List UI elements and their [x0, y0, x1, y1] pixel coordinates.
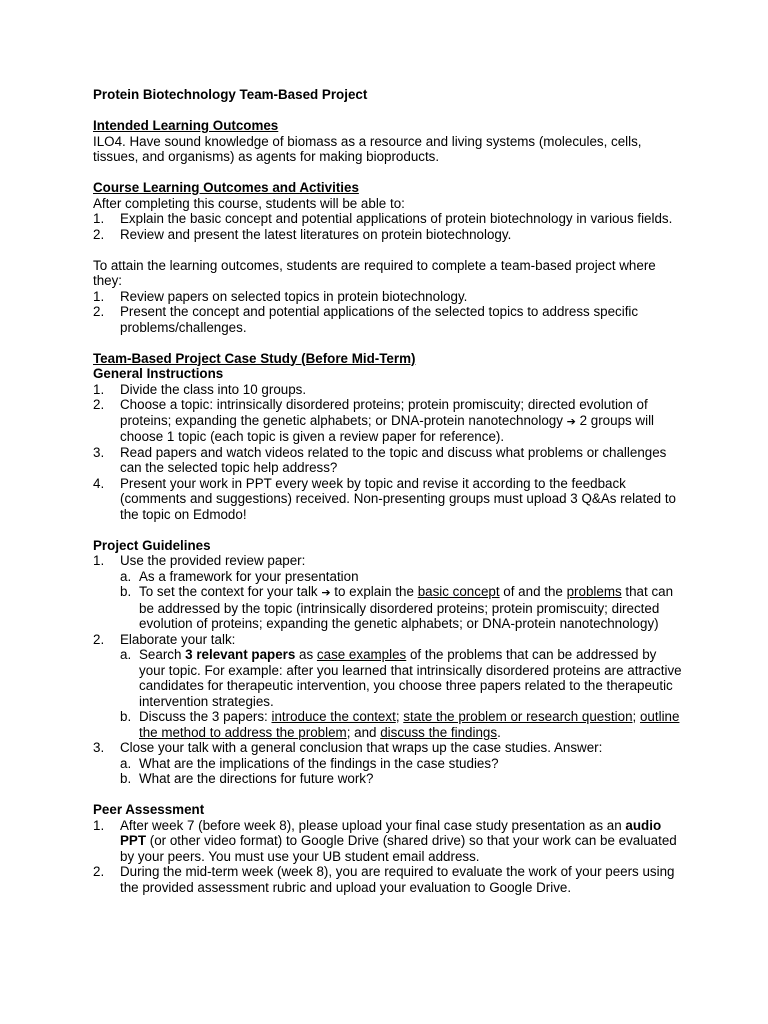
- right-arrow-icon: ➔: [321, 586, 331, 599]
- list-item: 4. Present your work in PPT every week by topic and revise it according to the feedback (comments and suggestions) received. Non-presenting groups must upload 3 Q&As related to the topic on Edmodo!: [93, 475, 677, 522]
- clo-intro: After completing this course, students will be able to:: [93, 195, 405, 211]
- list-item: 3. Close your talk with a general conclusion that wraps up the case studies. Answer:: [93, 740, 603, 755]
- document-title: Protein Biotechnology Team-Based Project: [93, 87, 368, 102]
- list-item: 1. Divide the class into 10 groups.: [93, 381, 307, 397]
- list-item: 1. After week 7 (before week 8), please upload your final case study presentation as an audio PPT (or other video format) to Google Drive (shared drive) so that your work can be evaluated by your peers. You must use your UB student email address.: [93, 817, 677, 864]
- attain-intro: To attain the learning outcomes, students are required to complete a team-based project where they:: [93, 257, 656, 288]
- sub-list-item: b. Discuss the 3 papers: introduce the context; state the problem or research question; outline the method to address the problem; and discuss the findings.: [120, 709, 680, 740]
- clo-heading: Course Learning Outcomes and Activities: [93, 180, 359, 195]
- sub-list-item: b. What are the directions for future work?: [120, 771, 374, 786]
- general-instructions-heading: General Instructions: [93, 366, 224, 381]
- list-item: 1. Use the provided review paper:: [93, 553, 306, 568]
- list-item: 3. Read papers and watch videos related to the topic and discuss what problems or challenges can the selected topic help address?: [93, 444, 667, 475]
- document-body: [93, 87, 683, 895]
- right-arrow-icon: ➔: [566, 414, 576, 428]
- ilo-heading: Intended Learning Outcomes: [93, 118, 279, 133]
- list-item: 2. During the mid-term week (week 8), you are required to evaluate the work of your peers using the provided assessment rubric and upload your evaluation to Google Drive.: [93, 864, 675, 895]
- sub-list-item: a. What are the implications of the findings in the case studies?: [120, 755, 499, 771]
- sub-list-item: b. To set the context for your talk ➔ to explain the basic concept of and the problems that can be addressed by the topic (intrinsically disordered proteins; protein promiscuity; directed evolution of proteins; expanding the genetic alphabets; or DNA-protein nanotechnology): [120, 584, 674, 631]
- list-item: 2. Choose a topic: intrinsically disordered proteins; protein promiscuity; directed evolution of proteins; expanding the genetic alphabets; or DNA-protein nanotechnology ➔ 2 groups will choose 1 topic (each topic is given a review paper for reference).: [93, 397, 655, 444]
- case-study-heading: Team-Based Project Case Study (Before Mid-Term): [93, 350, 416, 366]
- peer-assessment-heading: Peer Assessment: [93, 802, 205, 817]
- ilo-text: ILO4. Have sound knowledge of biomass as a resource and living systems (molecules, cells, tissues, and organisms) as agents for making bioproducts.: [93, 133, 642, 164]
- sub-list-item: a. As a framework for your presentation: [120, 568, 359, 584]
- list-item: 2. Present the concept and potential applications of the selected topics to address specific problems/challenges.: [93, 304, 639, 335]
- list-item: 2. Elaborate your talk:: [93, 631, 236, 647]
- list-item: 1. Explain the basic concept and potential applications of protein biotechnology in various fields.: [93, 211, 673, 226]
- sub-list-item: a. Search 3 relevant papers as case examples of the problems that can be addressed by your topic. For example: after you learned that intrinsically disordered proteins are attractive candidates for therapeutic intervention, you choose three papers related to the therapeutic intervention strategies.: [120, 647, 682, 709]
- list-item: 2. Review and present the latest literatures on protein biotechnology.: [93, 226, 512, 242]
- list-item: 1. Review papers on selected topics in protein biotechnology.: [93, 288, 468, 304]
- project-guidelines-heading: Project Guidelines: [93, 537, 211, 553]
